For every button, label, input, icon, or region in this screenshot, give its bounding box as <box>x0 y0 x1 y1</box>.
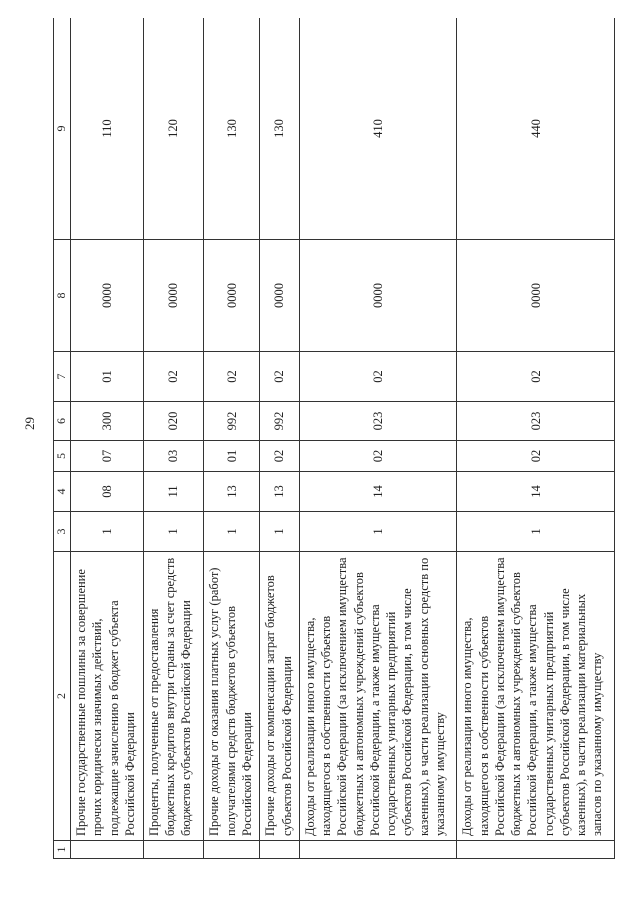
code-cell: 1 <box>299 512 457 552</box>
table-row <box>204 18 260 859</box>
header-col-6: 6 <box>54 402 71 441</box>
code-cell: 1 <box>457 512 615 552</box>
income-name-cell: Доходы от реализации иного имущества, находящегося в собственности субъектов Российской Федерации (за исключением имущества бюджетных и автономных учреждений субъектов Российской Федерации, а также имущества государственных унитарных предприятий субъектов Российской Федерации, в том числе казенных), в части реализации основных средств по указанному имуществу <box>299 552 457 841</box>
code-cell: 0000 <box>204 240 260 352</box>
code-cell: 14 <box>457 472 615 512</box>
row-col-1-cell <box>299 841 457 859</box>
income-name-cell: Прочие доходы от оказания платных услуг (работ) получателями средств бюджетов субъектов Российской Федерации <box>204 552 260 841</box>
row-col-1-cell <box>260 841 300 859</box>
table-row <box>143 18 203 859</box>
header-col-5: 5 <box>54 441 71 472</box>
income-name-cell: Прочие доходы от компенсации затрат бюджетов субъектов Российской Федерации <box>260 552 300 841</box>
rotated-table-frame <box>53 18 615 859</box>
code-cell: 13 <box>204 472 260 512</box>
header-col-2: 2 <box>54 552 71 841</box>
code-cell: 13 <box>260 472 300 512</box>
code-cell: 440 <box>457 18 615 240</box>
code-cell: 1 <box>71 512 144 552</box>
code-cell: 02 <box>457 441 615 472</box>
code-cell: 120 <box>143 18 203 240</box>
table-row <box>299 18 457 859</box>
code-cell: 410 <box>299 18 457 240</box>
header-row <box>54 18 71 859</box>
header-col-3: 3 <box>54 512 71 552</box>
code-cell: 14 <box>299 472 457 512</box>
code-cell: 0000 <box>299 240 457 352</box>
code-cell: 992 <box>260 402 300 441</box>
row-col-1-cell <box>143 841 203 859</box>
code-cell: 0000 <box>143 240 203 352</box>
code-cell: 01 <box>71 352 144 402</box>
code-cell: 03 <box>143 441 203 472</box>
header-col-8: 8 <box>54 240 71 352</box>
code-cell: 1 <box>204 512 260 552</box>
code-cell: 992 <box>204 402 260 441</box>
code-cell: 110 <box>71 18 144 240</box>
code-cell: 0000 <box>260 240 300 352</box>
code-cell: 023 <box>457 402 615 441</box>
code-cell: 11 <box>143 472 203 512</box>
header-col-1: 1 <box>54 841 71 859</box>
table-row <box>457 18 615 859</box>
code-cell: 1 <box>260 512 300 552</box>
code-cell: 01 <box>204 441 260 472</box>
code-cell: 300 <box>71 402 144 441</box>
code-cell: 0000 <box>71 240 144 352</box>
row-col-1-cell <box>204 841 260 859</box>
code-cell: 02 <box>299 441 457 472</box>
income-name-cell: Прочие государственные пошлины за совершение прочих юридически значимых действий, подлежащие зачислению в бюджет субъекта Российской Федерации <box>71 552 144 841</box>
row-col-1-cell <box>457 841 615 859</box>
table-row <box>260 18 300 859</box>
code-cell: 023 <box>299 402 457 441</box>
header-col-9: 9 <box>54 18 71 240</box>
code-cell: 0000 <box>457 240 615 352</box>
code-cell: 02 <box>260 352 300 402</box>
code-cell: 02 <box>260 441 300 472</box>
code-cell: 02 <box>299 352 457 402</box>
income-name-cell: Доходы от реализации иного имущества, находящегося в собственности субъектов Российской Федерации (за исключением имущества бюджетных и автономных учреждений субъектов Российской Федерации, а также имущества государственных унитарных предприятий субъектов Российской Федерации, в том числе казенных), в части реализации материальных запасов по указанному имуществу <box>457 552 615 841</box>
page-number: 29 <box>22 417 37 430</box>
header-col-4: 4 <box>54 472 71 512</box>
header-col-7: 7 <box>54 352 71 402</box>
code-cell: 08 <box>71 472 144 512</box>
code-cell: 020 <box>143 402 203 441</box>
code-cell: 02 <box>204 352 260 402</box>
income-name-cell: Проценты, полученные от предоставления бюджетных кредитов внутри страны за счет средств бюджетов субъектов Российской Федерации <box>143 552 203 841</box>
code-cell: 07 <box>71 441 144 472</box>
row-col-1-cell <box>71 841 144 859</box>
code-cell: 130 <box>204 18 260 240</box>
table-container <box>53 18 615 859</box>
code-cell: 02 <box>143 352 203 402</box>
table-row <box>71 18 144 859</box>
code-cell: 1 <box>143 512 203 552</box>
code-cell: 02 <box>457 352 615 402</box>
code-cell: 130 <box>260 18 300 240</box>
revenue-codes-table <box>53 18 615 859</box>
